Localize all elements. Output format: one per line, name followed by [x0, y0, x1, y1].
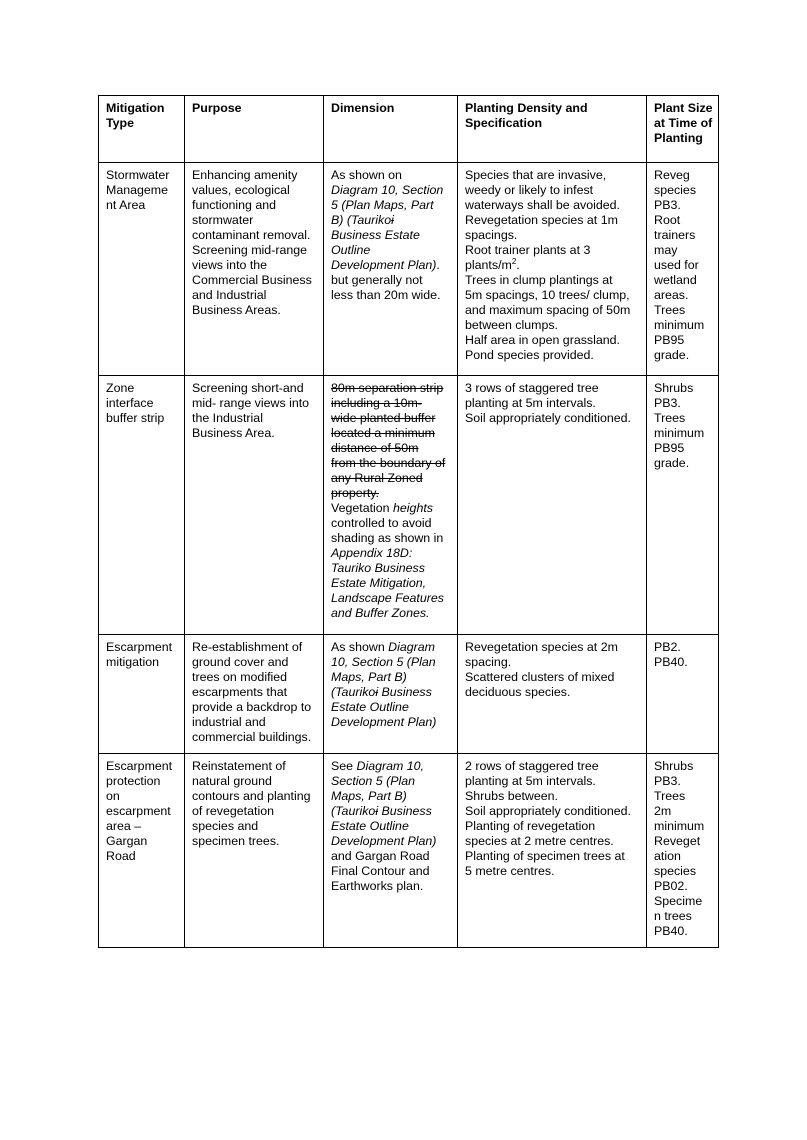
cell-line: [331, 501, 453, 516]
cell-line: but generally not: [331, 273, 423, 287]
cell-line: of revegetation: [192, 804, 274, 818]
cell-line: protection: [106, 774, 161, 788]
struck-line: wide planted buffer: [331, 411, 436, 425]
cell-line: escarpment: [106, 804, 171, 818]
cell-line: Outline: [331, 243, 371, 257]
text-run: Development Plan): [331, 258, 437, 272]
cell-line: Screening short-and: [192, 381, 304, 395]
cell-line: contaminant removal.: [192, 228, 311, 242]
table-row: [99, 635, 719, 754]
cell-line: functioning and: [192, 198, 277, 212]
text-run: heights: [393, 501, 433, 515]
cell-line: wetland: [654, 273, 697, 287]
cell-line: 5 (Plan Maps, Part: [331, 198, 434, 212]
cell-line: 2 rows of staggered tree: [465, 759, 599, 773]
cell-line: natural ground: [192, 774, 272, 788]
cell-line: controlled to avoid: [331, 516, 432, 530]
cell-line: PB02.: [654, 879, 688, 893]
cell-line: Revegetation species at 1m: [465, 213, 618, 227]
cell-line: area –: [106, 819, 142, 833]
mitigation-table: [98, 95, 719, 948]
cell-line: PB40.: [654, 924, 688, 938]
cell-line: Stormwater: [106, 168, 170, 182]
cell-line: grade.: [654, 456, 690, 470]
cell-line: species at 2 metre centres.: [465, 834, 614, 848]
cell-line: ation: [654, 849, 681, 863]
struck-line: located a minimum: [331, 426, 435, 440]
cell-line: PB95: [654, 441, 685, 455]
cell-line: Root trainer plants at 3: [465, 243, 591, 257]
cell-line: [465, 258, 642, 273]
header-plant-size: Plant Size at Time of Planting: [647, 96, 719, 163]
cell-line: Trees: [654, 411, 686, 425]
planting-density-cell: [458, 163, 647, 376]
dimension-cell: [324, 376, 458, 635]
cell-line: Species that are invasive,: [465, 168, 607, 182]
cell-line: Trees: [654, 789, 686, 803]
header-planting-density: Planting Density and Specification: [458, 96, 647, 163]
cell-line: on: [106, 789, 120, 803]
mitigation-type-cell: [99, 376, 185, 635]
dimension-cell: [324, 163, 458, 376]
cell-line: Final Contour and: [331, 864, 430, 878]
struck-text: i: [375, 685, 379, 699]
cell-line: Screening mid-range: [192, 243, 308, 257]
cell-line: the Industrial: [192, 411, 263, 425]
cell-line: buffer strip: [106, 411, 165, 425]
cell-line: Soil appropriately conditioned.: [465, 804, 632, 818]
cell-line: specimen trees.: [192, 834, 280, 848]
cell-line: Maps, Part B): [331, 789, 407, 803]
plant-size-cell: [647, 754, 719, 948]
cell-line: [331, 213, 453, 228]
struck-line: from the boundary of: [331, 456, 446, 470]
cell-line: less than 20m wide.: [331, 288, 441, 302]
cell-line: Specime: [654, 894, 703, 908]
text-run: .: [436, 258, 440, 272]
cell-line: and Industrial: [192, 288, 267, 302]
cell-line: planting at 5m intervals.: [465, 774, 596, 788]
cell-line: weedy or likely to infest: [465, 183, 594, 197]
cell-line: Zone: [106, 381, 135, 395]
cell-line: As shown on: [331, 168, 402, 182]
cell-line: and Gargan Road: [331, 849, 430, 863]
cell-line: Estate Mitigation,: [331, 576, 427, 590]
cell-line: Tauriko Business: [331, 561, 425, 575]
struck-line: any Rural Zoned: [331, 471, 423, 485]
cell-line: views into the: [192, 258, 268, 272]
cell-line: Business Area.: [192, 426, 275, 440]
cell-line: minimum: [654, 426, 705, 440]
cell-line: Section 5 (Plan: [331, 774, 416, 788]
cell-line: 3 rows of staggered tree: [465, 381, 599, 395]
cell-line: may: [654, 243, 678, 257]
cell-line: interface: [106, 396, 154, 410]
header-dimension: Dimension: [324, 96, 458, 163]
cell-line: PB3.: [654, 198, 681, 212]
cell-line: planting at 5m intervals.: [465, 396, 596, 410]
struck-line: property.: [331, 486, 379, 500]
mitigation-type-cell: [99, 754, 185, 948]
superscript: 2: [511, 256, 517, 266]
cell-line: Diagram 10, Section: [331, 183, 444, 197]
cell-line: Scattered clusters of mixed: [465, 670, 615, 684]
table-row: [99, 754, 719, 948]
cell-line: between clumps.: [465, 318, 558, 332]
cell-line: PB2.: [654, 640, 681, 654]
text-run: Diagram: [388, 640, 435, 654]
text-run: Diagram 10,: [356, 759, 424, 773]
cell-line: nt Area: [106, 198, 146, 212]
cell-line: Development Plan): [331, 834, 437, 848]
cell-line: deciduous species.: [465, 685, 571, 699]
cell-line: [331, 759, 453, 774]
cell-line: Manageme: [106, 183, 168, 197]
plant-size-cell: [647, 163, 719, 376]
text-run: Business: [378, 685, 432, 699]
cell-line: provide a backdrop to: [192, 700, 312, 714]
cell-line: Shrubs between.: [465, 789, 558, 803]
planting-density-cell: [458, 754, 647, 948]
struck-text: i: [391, 213, 394, 227]
cell-line: used for: [654, 258, 699, 272]
purpose-cell: [185, 163, 324, 376]
cell-line: species: [654, 183, 697, 197]
cell-line: species: [654, 864, 697, 878]
cell-line: Soil appropriately conditioned.: [465, 411, 632, 425]
purpose-cell: [185, 635, 324, 754]
mitigation-type-cell: [99, 163, 185, 376]
cell-line: Business Areas.: [192, 303, 281, 317]
cell-line: Commercial Business: [192, 273, 312, 287]
cell-line: industrial and: [192, 715, 266, 729]
cell-line: n trees: [654, 909, 692, 923]
cell-line: spacings.: [465, 228, 518, 242]
cell-line: commercial buildings.: [192, 730, 312, 744]
table-row: [99, 163, 719, 376]
struck-line: 80m separation strip: [331, 381, 444, 395]
cell-line: Landscape Features: [331, 591, 444, 605]
cell-line: PB40.: [654, 655, 688, 669]
struck-text: i: [375, 804, 379, 818]
cell-line: Reinstatement of: [192, 759, 286, 773]
cell-line: and maximum spacing of 50m: [465, 303, 631, 317]
cell-line: Revegetation species at 2m: [465, 640, 618, 654]
cell-line: Pond species provided.: [465, 348, 594, 362]
header-purpose: Purpose: [185, 96, 324, 163]
cell-line: Planting of specimen trees at: [465, 849, 625, 863]
cell-line: Escarpment: [106, 759, 173, 773]
plant-size-cell: [647, 376, 719, 635]
text-run: B) (Tauriko: [331, 213, 392, 227]
purpose-cell: [185, 754, 324, 948]
text-run: (Tauriko: [331, 804, 376, 818]
cell-line: mitigation: [106, 655, 160, 669]
cell-line: values, ecological: [192, 183, 290, 197]
cell-line: Estate Outline: [331, 819, 409, 833]
cell-line: [331, 804, 453, 819]
cell-line: Estate Outline: [331, 700, 409, 714]
dimension-cell: [324, 635, 458, 754]
cell-line: PB3.: [654, 396, 681, 410]
cell-line: Root: [654, 213, 681, 227]
purpose-cell: [185, 376, 324, 635]
cell-line: Escarpment: [106, 640, 173, 654]
cell-line: 5m spacings, 10 trees/ clump,: [465, 288, 630, 302]
cell-line: spacing.: [465, 655, 512, 669]
text-run: Business: [378, 804, 432, 818]
cell-line: PB3.: [654, 774, 681, 788]
cell-line: waterways shall be avoided.: [465, 198, 620, 212]
cell-line: Appendix 18D:: [331, 546, 413, 560]
cell-line: minimum: [654, 318, 705, 332]
cell-line: 5 metre centres.: [465, 864, 555, 878]
struck-line: including a 10m-: [331, 396, 422, 410]
text-run: .: [516, 258, 520, 272]
text-run: plants/m: [465, 258, 512, 272]
cell-line: PB95: [654, 333, 685, 347]
cell-line: Half area in open grassland.: [465, 333, 620, 347]
cell-line: Reveget: [654, 834, 701, 848]
cell-line: Gargan: [106, 834, 148, 848]
cell-line: Shrubs: [654, 759, 694, 773]
cell-line: [331, 640, 453, 655]
text-run: (Tauriko: [331, 685, 376, 699]
dimension-cell: [324, 754, 458, 948]
cell-line: trees on modified: [192, 670, 288, 684]
cell-line: Shrubs: [654, 381, 694, 395]
table-row: [99, 376, 719, 635]
cell-line: Trees in clump plantings at: [465, 273, 613, 287]
cell-line: stormwater: [192, 213, 254, 227]
cell-line: shading as shown in: [331, 531, 444, 545]
cell-line: species and: [192, 819, 259, 833]
planting-density-cell: [458, 635, 647, 754]
struck-line: distance of 50m: [331, 441, 419, 455]
cell-line: Reveg: [654, 168, 690, 182]
cell-line: mid- range views into: [192, 396, 310, 410]
planting-density-cell: [458, 376, 647, 635]
table-header-row: [99, 96, 719, 163]
cell-line: Trees: [654, 303, 686, 317]
plant-size-cell: [647, 635, 719, 754]
cell-line: and Buffer Zones.: [331, 606, 430, 620]
cell-line: ground cover and: [192, 655, 289, 669]
cell-line: Development Plan): [331, 715, 437, 729]
cell-line: Maps, Part B): [331, 670, 407, 684]
cell-line: minimum: [654, 819, 705, 833]
cell-line: Enhancing amenity: [192, 168, 298, 182]
text-run: See: [331, 759, 357, 773]
cell-line: [331, 685, 453, 700]
cell-line: Planting of revegetation: [465, 819, 596, 833]
text-run: As shown: [331, 640, 389, 654]
cell-line: areas.: [654, 288, 689, 302]
cell-line: Road: [106, 849, 136, 863]
cell-line: Business Estate: [331, 228, 420, 242]
cell-line: Earthworks plan.: [331, 879, 424, 893]
cell-line: escarpments that: [192, 685, 288, 699]
text-run: Vegetation: [331, 501, 394, 515]
cell-line: 2m: [654, 804, 672, 818]
header-mitigation-type: Mitigation Type: [99, 96, 185, 163]
cell-line: [331, 258, 453, 273]
cell-line: Re-establishment of: [192, 640, 303, 654]
cell-line: grade.: [654, 348, 690, 362]
cell-line: contours and planting: [192, 789, 311, 803]
cell-line: trainers: [654, 228, 696, 242]
cell-line: 10, Section 5 (Plan: [331, 655, 436, 669]
mitigation-type-cell: [99, 635, 185, 754]
